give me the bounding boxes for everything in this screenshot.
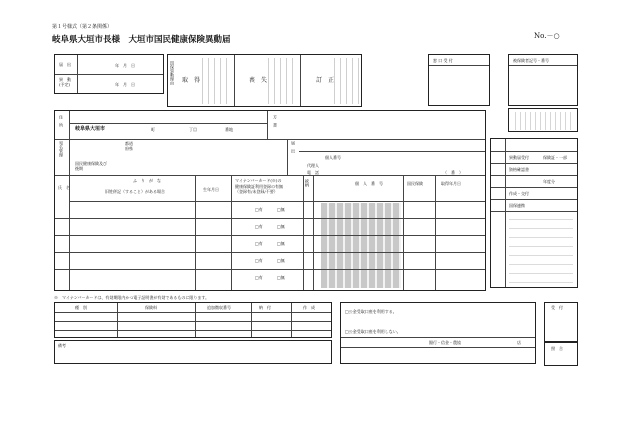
household-label: 宛名管理 xyxy=(59,141,64,157)
office-row-5: 作成・交付 xyxy=(509,191,529,196)
use-public-account[interactable]: □公金受取口座を利用する。 xyxy=(345,309,397,314)
office-row-2: 保険証・一部 xyxy=(543,155,567,160)
change-date-label: 異 動 (予定) xyxy=(59,77,71,87)
room-label: 方 書 xyxy=(273,115,278,127)
reason-block xyxy=(167,54,362,107)
office-row-1: 異動届受付 xyxy=(509,155,529,160)
receipt-box xyxy=(544,302,578,342)
check-box xyxy=(544,342,578,366)
personal-number-header: 個 人 番 号 xyxy=(355,181,383,186)
relation-header: 続柄 xyxy=(305,179,310,187)
change-date-value[interactable]: 年 月 日 xyxy=(115,82,135,87)
member4-has[interactable]: □有 xyxy=(255,258,263,263)
tokutei-header: 国民保険 xyxy=(407,181,423,186)
reason-correct[interactable]: 訂 正 xyxy=(316,77,335,84)
reason-lose[interactable]: 喪 失 xyxy=(249,77,268,84)
phone-ext: （ 番 ） xyxy=(443,170,463,175)
reason-label: 国保異動理由 xyxy=(170,61,175,85)
remarks-box[interactable] xyxy=(54,340,332,364)
submit-date-value[interactable]: 年 月 日 xyxy=(115,63,135,68)
mynumber-header: マイナンバーカード(※)の 健康保険証利用登録の有無 （登録有/未登録/不要） xyxy=(235,178,283,194)
main-form xyxy=(54,110,486,291)
document-number: No.－○ xyxy=(534,32,560,40)
member2-none[interactable]: □無 xyxy=(277,224,285,229)
applicant-label: 届 出 xyxy=(291,141,296,153)
insured-number-box xyxy=(508,54,578,106)
member5-has[interactable]: □有 xyxy=(255,275,263,280)
form-number: 第１号様式（第２条関係） xyxy=(52,24,113,30)
fee-col-type: 種 別 xyxy=(75,305,87,310)
mynumber-note: ※ マイナンバーカードは、有効期限内かつ電子証明書が有効であるものに限ります。 xyxy=(54,295,210,300)
reason-acquire[interactable]: 取 得 xyxy=(182,77,201,84)
fee-col-pay: 納 付 xyxy=(259,305,271,310)
office-row-3: 資格確認書 xyxy=(509,167,529,172)
acquire-date-header: 取得年月日 xyxy=(441,181,461,186)
member4-none[interactable]: □無 xyxy=(277,258,285,263)
date-block xyxy=(54,54,164,94)
right-top-box xyxy=(508,108,578,132)
office-use-panel xyxy=(490,138,578,288)
member1-has[interactable]: □有 xyxy=(255,207,263,212)
fee-table xyxy=(54,302,332,338)
stamp-label: 窓 口 受 付 xyxy=(433,58,453,63)
insurer-label: 国民健康保険及び 後期 xyxy=(75,161,107,171)
page-title: 岐阜県大垣市長様 大垣市国民健康保険異動届 xyxy=(52,35,231,45)
member-name-header: 氏 名 xyxy=(58,185,70,190)
not-use-public-account[interactable]: □公金受取口座を利用しない。 xyxy=(345,329,401,334)
name-sub-header: 旧姓併記（すること）がある場合 xyxy=(105,189,165,194)
office-row-4: 年度分 xyxy=(543,179,555,184)
applicant-person-no[interactable]: 個人番号 xyxy=(325,155,341,160)
fee-col-create: 作 成 xyxy=(303,305,315,310)
member1-none[interactable]: □無 xyxy=(277,207,285,212)
receipt-label: 受 付 xyxy=(551,305,563,310)
address-chome: 丁目 xyxy=(189,127,197,132)
address-label: 住 所 xyxy=(59,115,64,127)
bank-account-box xyxy=(340,302,536,364)
kana-header: ふ り が な xyxy=(133,178,161,183)
remarks-label: 備考 xyxy=(58,343,66,348)
birth-header: 生年月日 xyxy=(203,187,219,192)
member5-none[interactable]: □無 xyxy=(277,275,285,280)
member3-none[interactable]: □無 xyxy=(277,241,285,246)
office-row-6: 国保連携 xyxy=(509,203,525,208)
bank-type[interactable]: 銀行・信金・農協 xyxy=(429,340,461,345)
agent-label: 代理人 xyxy=(307,163,319,168)
fee-col-premium: 保険料 xyxy=(145,305,157,310)
address-banchi: 番地 xyxy=(225,127,233,132)
branch-label: 店 xyxy=(517,340,521,345)
fee-col-collect: 追加徴収番号 xyxy=(207,305,231,310)
reception-stamp-box xyxy=(428,54,490,106)
member3-has[interactable]: □有 xyxy=(255,241,263,246)
check-label: 照 合 xyxy=(551,346,563,351)
prefecture-label: 都道 府県 xyxy=(125,141,133,151)
insured-number-label: 被保険者記号・番号 xyxy=(513,58,549,63)
member2-has[interactable]: □有 xyxy=(255,224,263,229)
address-town: 町 xyxy=(151,127,155,132)
address-city: 岐阜県大垣市 xyxy=(75,126,106,132)
submit-date-label: 届 出 xyxy=(59,62,71,67)
phone-label[interactable]: 電 話 xyxy=(307,170,319,175)
